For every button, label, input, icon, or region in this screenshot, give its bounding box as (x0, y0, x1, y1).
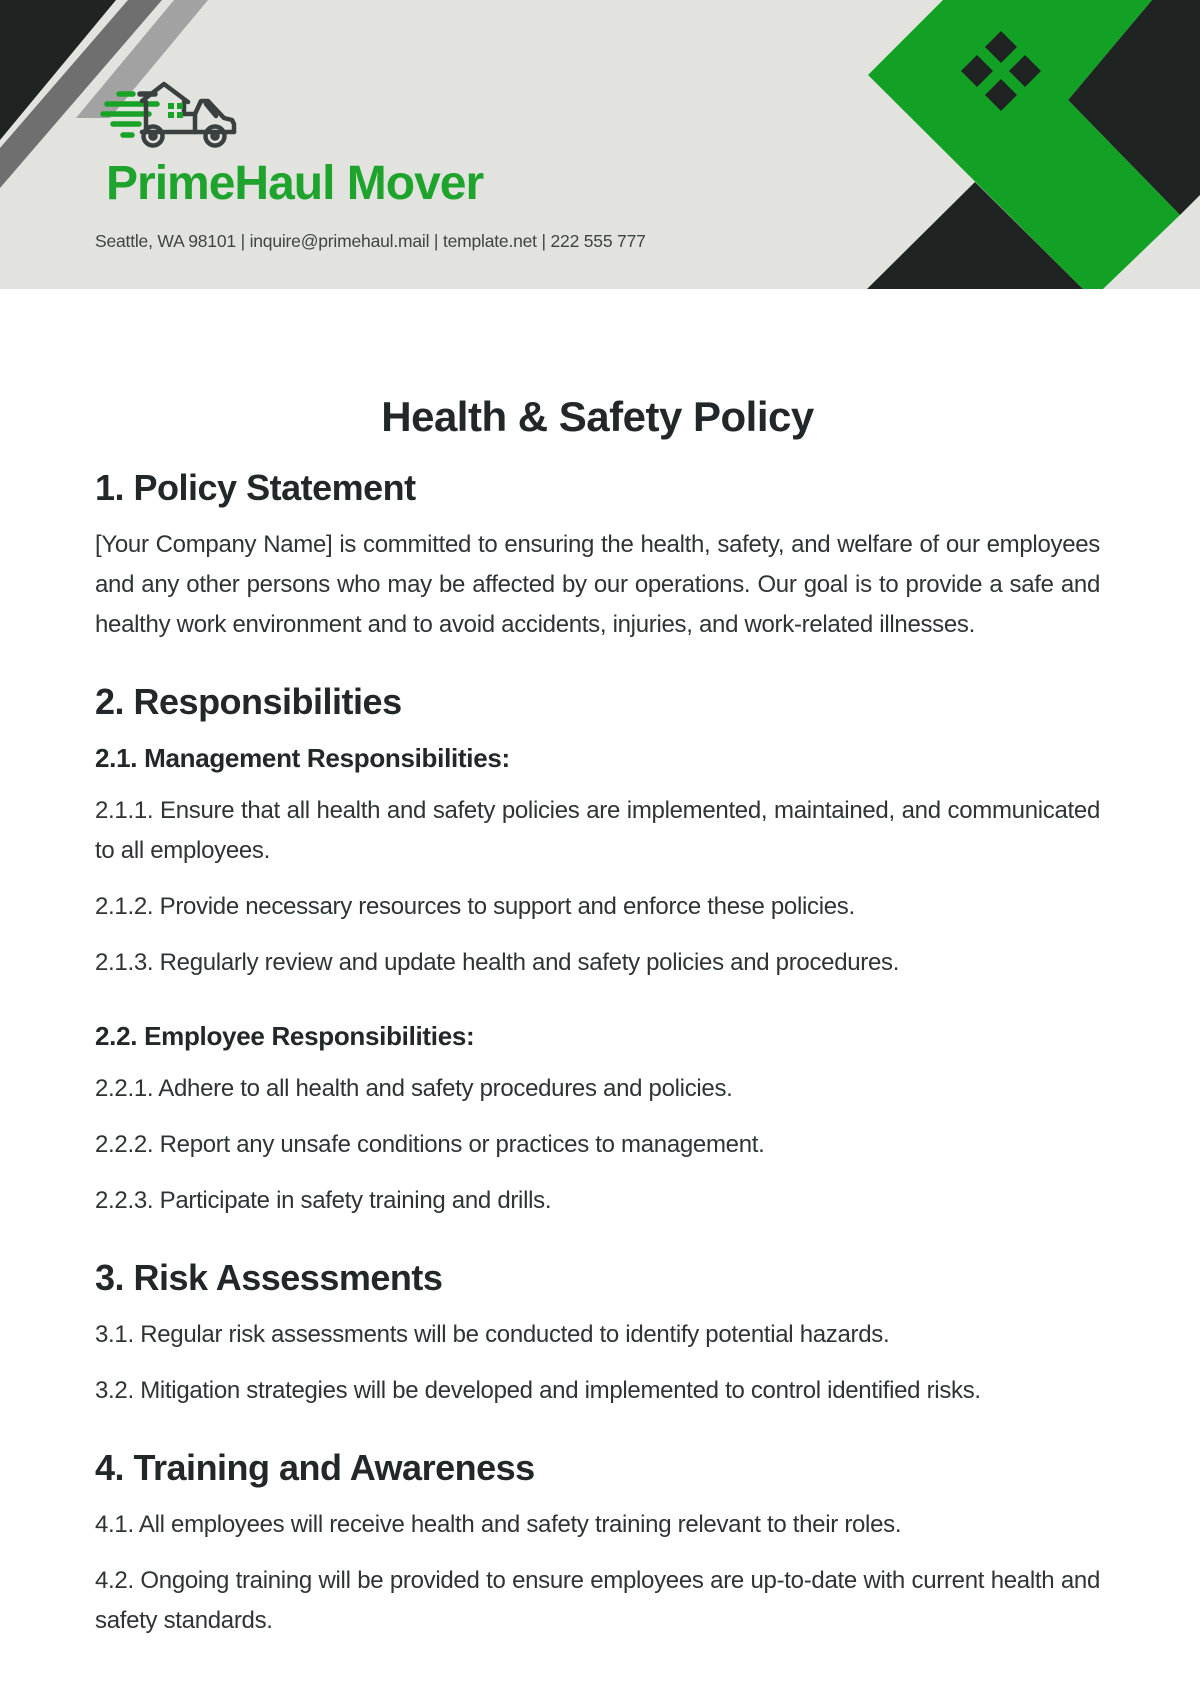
clause-2-1-3: 2.1.3. Regularly review and update health and safety policies and procedures. (95, 949, 900, 976)
clause-2-2-1: 2.2.1. Adhere to all health and safety procedures and policies. (95, 1075, 733, 1102)
clause-4-1: 4.1. All employees will receive health and safety training relevant to their roles. (95, 1511, 902, 1538)
section-heading-training-and-awareness: 4. Training and Awareness (95, 1447, 535, 1488)
policy-document (0, 289, 1200, 1641)
letterhead (0, 0, 1200, 289)
clause-2-1-2: 2.1.2. Provide necessary resources to support and enforce these policies. (95, 893, 855, 920)
document-title: Health & Safety Policy (381, 393, 814, 440)
section-heading-risk-assessments: 3. Risk Assessments (95, 1257, 443, 1298)
company-name: PrimeHaul Mover (106, 157, 484, 210)
section-heading-policy-statement: 1. Policy Statement (95, 467, 416, 508)
clause-2-1-1: 2.1.1. Ensure that all health and safety policies are implemented, maintained, and communicated to all employees. (95, 797, 1100, 864)
clause-3-2: 3.2. Mitigation strategies will be developed and implemented to control identified risks. (95, 1377, 981, 1404)
policy-statement-paragraph: [Your Company Name] is committed to ensuring the health, safety, and welfare of our employees and any other persons who may be affected by our operations. Our goal is to provide a safe and healthy work environment and to avoid accidents, injuries, and work-related illnesses. (95, 531, 1100, 638)
clause-2-2-2: 2.2.2. Report any unsafe conditions or practices to management. (95, 1131, 765, 1158)
truck-logo-icon (98, 74, 238, 149)
subsection-heading-employee-responsibilities: 2.2. Employee Responsibilities: (95, 1021, 475, 1051)
clause-4-2: 4.2. Ongoing training will be provided to ensure employees are up-to-date with current health and safety standards. (95, 1567, 1100, 1634)
section-heading-responsibilities: 2. Responsibilities (95, 681, 402, 722)
subsection-heading-management-responsibilities: 2.1. Management Responsibilities: (95, 743, 510, 773)
chevron-decoration (867, 0, 1200, 289)
clause-3-1: 3.1. Regular risk assessments will be conducted to identify potential hazards. (95, 1321, 890, 1348)
company-contact-line: Seattle, WA 98101 | inquire@primehaul.mail | template.net | 222 555 777 (95, 231, 646, 251)
clause-2-2-3: 2.2.3. Participate in safety training and drills. (95, 1187, 552, 1214)
